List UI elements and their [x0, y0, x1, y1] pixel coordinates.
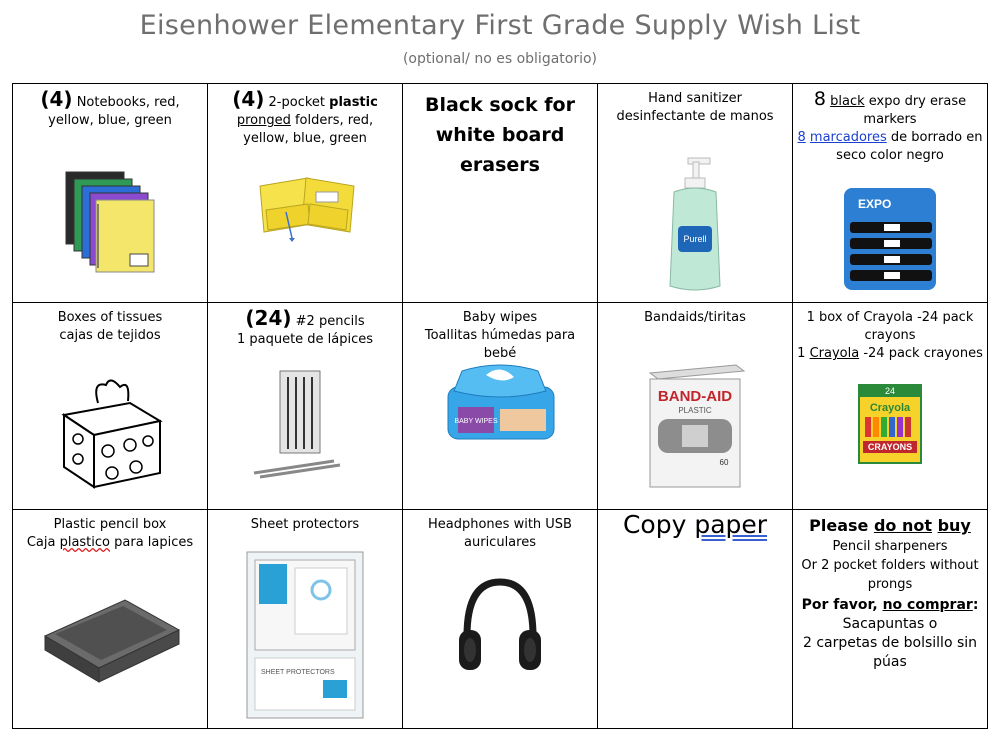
tissue-box-image — [50, 375, 170, 495]
sanitizer-line2: desinfectante de manos — [616, 109, 774, 124]
cell-pencilbox — [13, 510, 208, 729]
copypaper-underlined: paper — [694, 510, 768, 539]
markers-link[interactable]: marcadores — [809, 130, 887, 145]
sanitizer-line1: Hand sanitizer — [648, 91, 742, 106]
cell-folders — [208, 84, 403, 303]
crayola-box-image — [857, 383, 923, 465]
notebooks-text: Notebooks, red, yellow, blue, green — [48, 95, 180, 128]
crayons-line2-pre: 1 — [797, 346, 806, 361]
cell-markers — [793, 84, 988, 303]
bandaids-text: Bandaids/tiritas — [644, 310, 746, 325]
cell-pencils — [208, 303, 403, 510]
pencils-image — [250, 369, 360, 481]
pencils-rest: #2 pencils — [295, 314, 365, 329]
crayons-line2-underlined: Crayola — [809, 346, 860, 361]
pencils-line2: 1 paquete de lápices — [236, 332, 374, 347]
cell-tissues — [13, 303, 208, 510]
cell-wipes — [403, 303, 598, 510]
donotbuy-heading2-underlined: no comprar — [882, 597, 973, 613]
notebooks-image — [60, 170, 160, 275]
crayola-word: CRAYONS — [867, 442, 913, 452]
markers-rest1: expo dry erase markers — [863, 94, 967, 127]
folder-image — [250, 172, 360, 244]
donotbuy-line4: 2 carpetas de bolsillo sin púas — [802, 635, 978, 670]
cell-crayons — [793, 303, 988, 510]
donotbuy-heading2-pre: Por favor, — [801, 597, 878, 613]
donotbuy-heading-pre: Please — [809, 516, 869, 535]
purell-label: Purell — [683, 234, 707, 244]
page-subtitle: (optional/ no es obligatorio) — [402, 51, 598, 67]
wipes-line2: Toallitas húmedas para bebé — [424, 328, 576, 361]
donotbuy-line2: Or 2 pocket folders without prongs — [801, 558, 979, 592]
pencil-box-image — [35, 586, 185, 686]
tissues-line2: cajas de tejidos — [59, 328, 161, 343]
donotbuy-heading-underlined: do not — [873, 516, 932, 535]
sheet-protectors-image — [245, 550, 365, 720]
sanitizer-image — [660, 156, 730, 296]
bandaid-box-image — [640, 361, 750, 491]
pencilbox-line2-wavy: plastico — [59, 535, 110, 550]
crayola-count: 24 — [884, 386, 896, 396]
expo-label: EXPO — [858, 197, 892, 211]
bandaid-count: 60 — [719, 458, 729, 467]
protectors-text: Sheet protectors — [250, 517, 360, 532]
folders-underlined: pronged — [236, 113, 291, 128]
donotbuy-heading-post: buy — [937, 516, 971, 535]
cell-sock — [403, 84, 598, 303]
donotbuy-line1: Pencil sharpeners — [832, 539, 948, 554]
bandaid-sub: PLASTIC — [678, 406, 712, 415]
cell-sanitizer — [598, 84, 793, 303]
donotbuy-heading2-post: : — [972, 597, 979, 613]
wipes-line1: Baby wipes — [462, 310, 538, 325]
headphones-image — [455, 574, 545, 684]
copypaper-pre: Copy — [622, 510, 687, 539]
headphones-line2: auriculares — [464, 535, 536, 550]
pencils-qty: (24) — [245, 306, 292, 330]
cell-bandaids — [598, 303, 793, 510]
cell-headphones — [403, 510, 598, 729]
crayons-line2-rest: -24 pack crayones — [863, 346, 983, 361]
baby-wipes-image — [440, 359, 560, 449]
cell-notebooks — [13, 84, 208, 303]
crayola-brand: Crayola — [869, 402, 911, 414]
folders-qty: (4) — [232, 87, 265, 111]
pencilbox-line2-pre: Caja — [26, 535, 56, 550]
crayons-line1: 1 box of Crayola -24 pack crayons — [806, 310, 974, 343]
folders-bold: plastic — [329, 95, 378, 110]
pencilbox-line2-rest: para lapices — [114, 535, 194, 550]
folders-pre: 2-pocket — [268, 95, 326, 110]
cell-protectors — [208, 510, 403, 729]
bandaid-brand: BAND-AID — [657, 388, 733, 405]
pencilbox-line1: Plastic pencil box — [53, 517, 167, 532]
expo-markers-image — [840, 184, 940, 294]
page-title: Eisenhower Elementary First Grade Supply Wish List — [139, 10, 861, 41]
markers-underlined: black — [830, 94, 865, 109]
markers-num: 8 — [813, 88, 826, 110]
donotbuy-line3: Sacapuntas o — [842, 616, 938, 632]
supply-grid — [12, 83, 988, 729]
sheet-label: SHEET PROTECTORS — [261, 669, 335, 676]
headphones-line1: Headphones with USB — [428, 517, 572, 532]
markers-num2: 8 — [797, 130, 806, 145]
markers-rest2: de borrado en seco color negro — [836, 130, 983, 163]
sock-text: Black sock for white board erasers — [425, 94, 575, 176]
wipes-label: BABY WIPES — [454, 418, 498, 425]
tissues-line1: Boxes of tissues — [57, 310, 163, 325]
cell-donotbuy — [793, 510, 988, 729]
notebooks-qty: (4) — [40, 87, 73, 111]
folders-rest: folders, red, yellow, blue, green — [243, 113, 374, 146]
cell-copypaper — [598, 510, 793, 729]
